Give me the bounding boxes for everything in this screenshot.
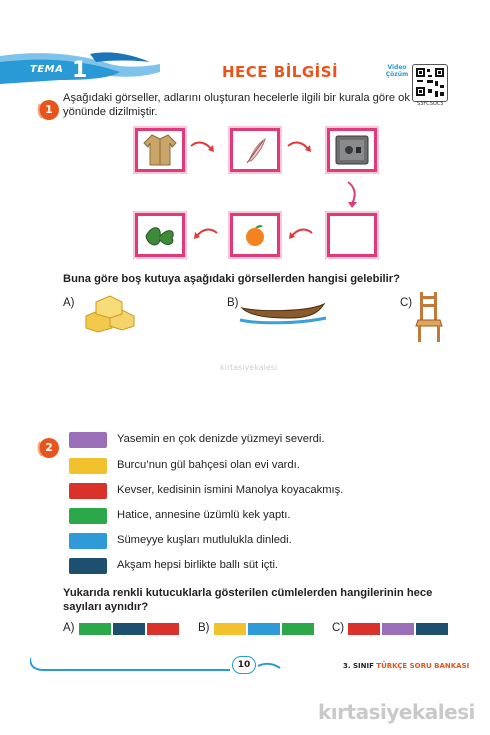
sentence-text: Yasemin en çok denizde yüzmeyi severdi. (117, 433, 325, 445)
book-accent: TÜRKÇE SORU BANKASI (376, 662, 470, 670)
qr-code-text: S3FCSOC5 (417, 101, 444, 107)
color-swatch-yellow (69, 458, 107, 474)
feather-icon (233, 131, 277, 169)
hay-bales-icon[interactable] (82, 288, 138, 334)
sequence-box (135, 213, 185, 257)
sentence-text: Kevser, kedisinin ismini Manolya koyacakmış. (117, 484, 344, 496)
color-swatch-purple (69, 432, 107, 448)
question-prompt: Aşağıdaki görseller, adlarını oluşturan hecelerle ilgili bir kurala göre ok yönünde dizilmiştir. (63, 92, 410, 118)
page-number: 10 (232, 656, 256, 674)
sentence-text: Sümeyye kuşları mutlulukla dinledi. (117, 534, 292, 546)
arrow-right-icon (188, 138, 218, 160)
empty-box (327, 213, 377, 257)
orange-icon (233, 216, 277, 254)
question-number: 1 (45, 103, 53, 116)
coat-icon (138, 131, 182, 169)
answer-swatch (348, 623, 380, 635)
sentence-text: Burcu’nun gül bahçesi olan evi vardı. (117, 459, 300, 471)
answer-swatch (113, 623, 145, 635)
boat-icon[interactable] (238, 298, 328, 326)
sequence-box (327, 128, 377, 172)
sequence-box (230, 128, 280, 172)
answer-swatch (214, 623, 246, 635)
arrow-right-icon (285, 138, 315, 160)
chair-icon[interactable] (414, 290, 444, 344)
question-text: Buna göre boş kutuya aşağıdaki görsellerden hangisi gelebilir? (63, 273, 400, 285)
answer-swatch (79, 623, 111, 635)
color-swatch-red (69, 483, 107, 499)
answer-swatch (416, 623, 448, 635)
sentence-text: Akşam hepsi birlikte ballı süt içti. (117, 559, 279, 571)
answer-swatch (248, 623, 280, 635)
sequence-box (230, 213, 280, 257)
arrow-down-icon (340, 180, 364, 210)
answer-swatch (147, 623, 179, 635)
tema-label: TEMA (30, 64, 64, 75)
sequence-box (135, 128, 185, 172)
safe-icon (330, 131, 374, 169)
watermark-big: kırtasiyekalesi (318, 700, 475, 724)
page-title: HECE BİLGİSİ (222, 63, 339, 81)
arrow-left-icon (285, 225, 315, 247)
color-swatch-navy (69, 558, 107, 574)
option-label-a[interactable]: A) (63, 297, 75, 309)
answer-swatch (382, 623, 414, 635)
color-swatch-green (69, 508, 107, 524)
watermark-small: kirtasiyekalesi (220, 363, 278, 372)
color-swatch-blue (69, 533, 107, 549)
video-solution-label: Video Çözüm (385, 64, 409, 78)
arrow-left-icon (190, 225, 220, 247)
tema-number: 1 (72, 58, 88, 83)
book-title (343, 662, 469, 670)
answer-label-b[interactable]: B) (198, 622, 210, 634)
question-text: Yukarıda renkli kutucuklarla gösterilen cümlelerden hangilerinin hece sayıları aynıdır? (63, 587, 433, 613)
answer-swatch (282, 623, 314, 635)
question-number: 2 (45, 441, 53, 454)
option-label-b[interactable]: B) (227, 297, 239, 309)
answer-label-c[interactable]: C) (332, 622, 345, 634)
answer-label-a[interactable]: A) (63, 622, 75, 634)
option-label-c[interactable]: C) (400, 297, 413, 309)
leaf-icon (138, 216, 182, 254)
book-prefix: 3. SINIF (343, 662, 377, 670)
sentence-text: Hatice, annesine üzümlü kek yaptı. (117, 509, 291, 521)
